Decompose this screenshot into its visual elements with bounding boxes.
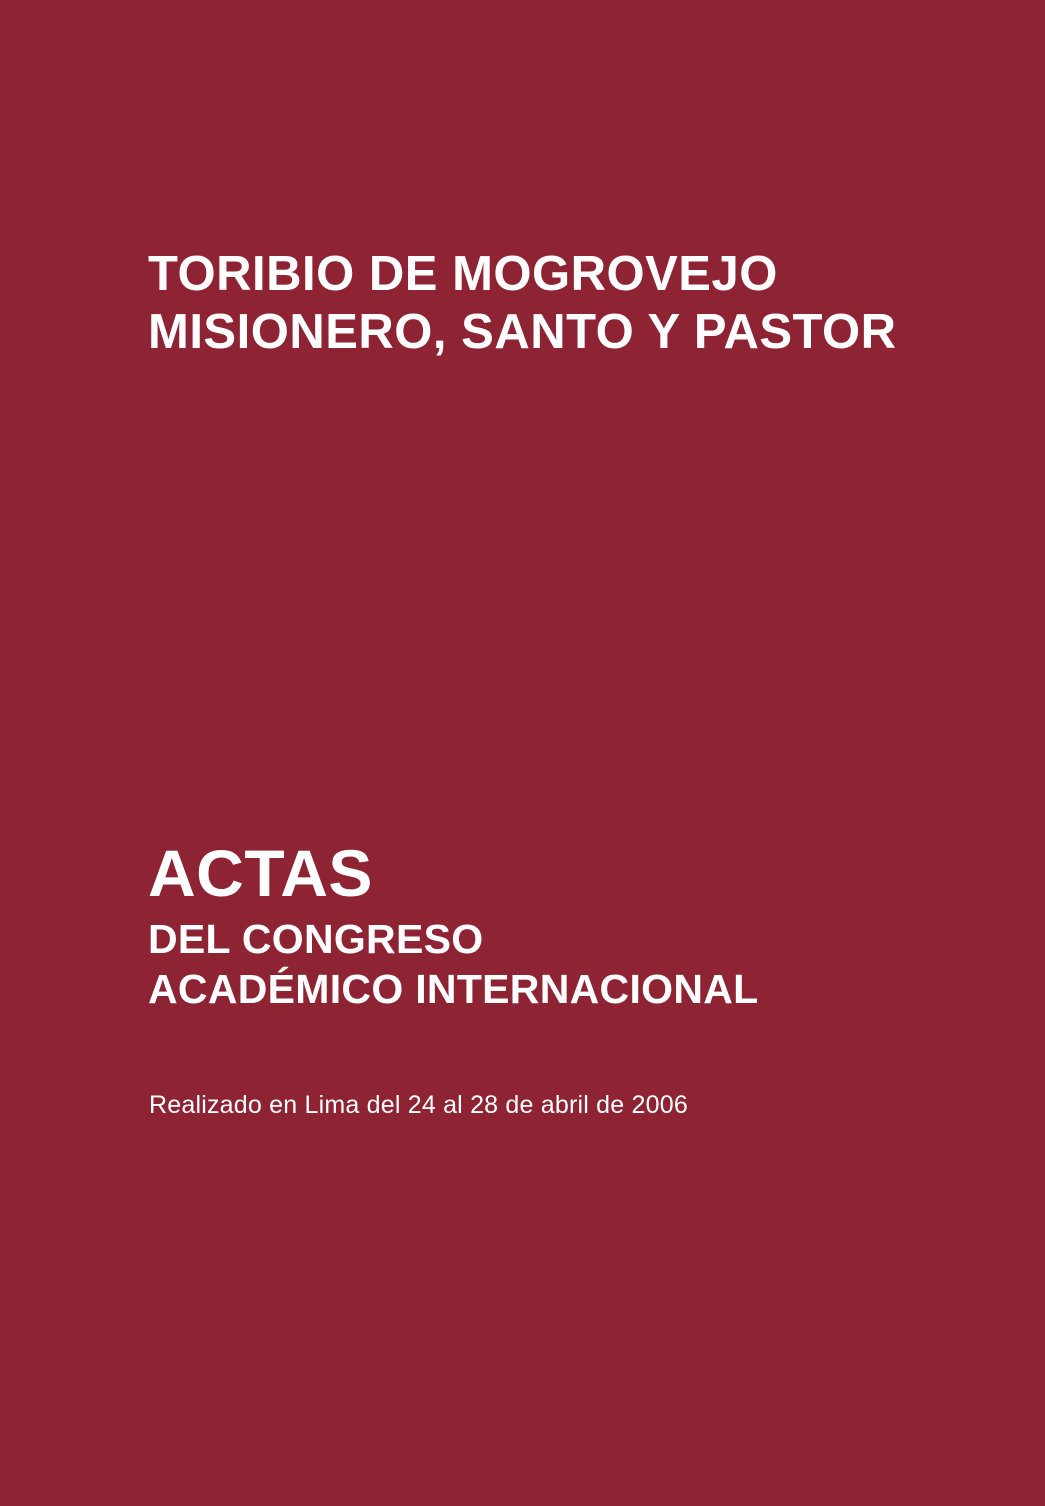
publication-subtitle-line-1: DEL CONGRESO <box>148 916 484 962</box>
cover-title-line-1: TORIBIO DE MOGROVEJO <box>148 247 778 301</box>
cover-publication-block <box>148 836 978 1014</box>
cover-title-block <box>148 246 968 362</box>
cover-title-line-2: MISIONERO, SANTO Y PASTOR <box>148 304 897 359</box>
publication-type-heading: ACTAS <box>148 836 373 910</box>
event-date-location: Realizado en Lima del 24 al 28 de abril de 2006 <box>149 1091 688 1119</box>
publication-subtitle-line-2: ACADÉMICO INTERNACIONAL <box>148 966 759 1013</box>
